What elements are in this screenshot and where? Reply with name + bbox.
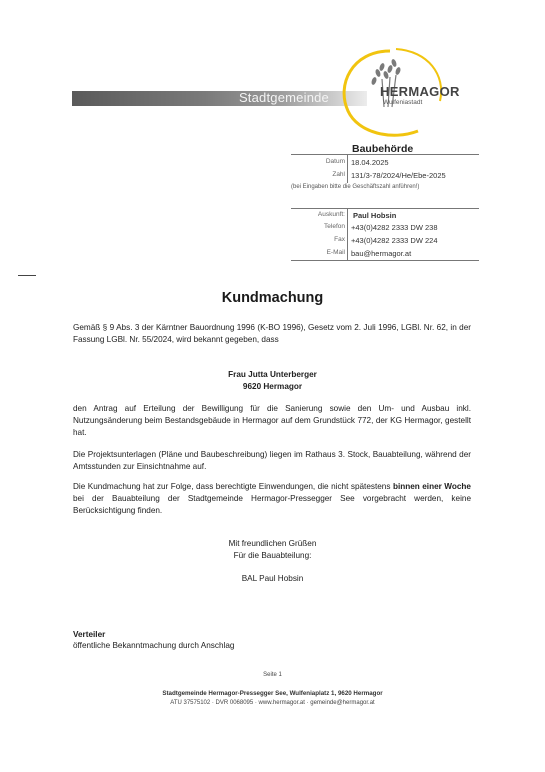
distribution-item: öffentliche Bekanntmachung durch Anschlag	[73, 641, 235, 650]
logo-wordmark: HERMAGOR	[380, 84, 460, 99]
closing-for: Für die Bauabteilung:	[233, 551, 312, 560]
intro-paragraph: Gemäß § 9 Abs. 3 der Kärntner Bauordnung 1996 (K-BO 1996), Gesetz vom 2. Juli 1996, LGBl. Nr. 62, in der Fassung LGBl. Nr. 55/2024, wird bekannt gegeben, dass	[73, 323, 471, 344]
closing-greeting: Mit freundlichen Grüßen	[228, 539, 317, 548]
fold-mark	[18, 275, 36, 276]
department-heading: Baubehörde	[352, 143, 414, 155]
meta-label-cell	[291, 223, 345, 234]
signer-name: BAL Paul Hobsin	[241, 574, 304, 583]
application-paragraph: den Antrag auf Erteilung der Bewilligung für die Sanierung sowie den Um- und Ausbau inkl. Nutzungsänderung beim Bestandsgebäude in Hermagor auf dem Grundstück 772, der KG Hermagor, gestellt hat.	[73, 404, 471, 437]
meta-label-cell	[291, 249, 345, 260]
objection-text-a: Die Kundmachung hat zur Folge, dass berechtigte Einwendungen, die nicht spätestens	[73, 482, 393, 491]
footer-contact: ATU 37575102 · DVR 0068095 · www.hermagor.at · gemeinde@hermagor.at	[170, 700, 375, 706]
meta-label-cell	[291, 236, 345, 247]
meta-label: Zahl	[332, 171, 345, 178]
deadline-emphasis: binnen einer Woche	[392, 482, 471, 491]
meta-divider	[291, 154, 479, 155]
page-number: Seite 1	[263, 672, 282, 678]
meta-divider	[291, 208, 479, 209]
objection-paragraph	[73, 481, 471, 517]
phone-value: +43(0)4282 2333 DW 238	[351, 223, 438, 232]
meta-label: Telefon	[324, 223, 345, 230]
meta-reference-value: 131/3-78/2024/He/Ebe-2025	[351, 171, 446, 180]
meta-divider	[291, 260, 479, 261]
meta-label: E-Mail	[326, 249, 345, 256]
meta-label: Datum	[325, 158, 345, 165]
contact-name-value: Paul Hobsin	[353, 211, 397, 220]
document-title: Kundmachung	[221, 290, 324, 306]
applicant-name: Frau Jutta Unterberger	[228, 370, 317, 379]
documents-paragraph: Die Projektsunterlagen (Pläne und Baubeschreibung) liegen im Rathaus 3. Stock, Bauabteilung, während der Amtsstunden zur Einsichtnahme auf.	[73, 450, 471, 471]
objection-text-b: bei der Bauabteilung der Stadtgemeinde Hermagor-Pressegger See vorgebracht werden, keine Berücksichtigung finden.	[73, 494, 471, 515]
header-band-text: Stadtgemeinde	[238, 90, 329, 105]
meta-label: Auskunft:	[317, 211, 345, 218]
meta-column-divider	[347, 154, 348, 183]
footer-address: Stadtgemeinde Hermagor-Pressegger See, Wulfeniaplatz 1, 9620 Hermagor	[162, 690, 383, 697]
email-link[interactable]: bau@hermagor.at	[351, 249, 412, 258]
meta-column-divider	[347, 208, 348, 260]
header-band	[72, 91, 367, 106]
meta-label-cell	[291, 211, 345, 222]
logo-subtitle: Wulfeniastadt	[383, 99, 423, 106]
fax-value: +43(0)4282 2333 DW 224	[351, 236, 438, 245]
meta-date-value: 18.04.2025	[351, 158, 389, 167]
meta-label: Fax	[334, 236, 345, 243]
applicant-place: 9620 Hermagor	[242, 382, 303, 391]
meta-note: (bei Eingaben bitte die Geschäftszahl anführen!)	[291, 184, 420, 190]
meta-label-cell	[291, 158, 345, 169]
meta-label-cell	[291, 171, 345, 182]
distribution-heading: Verteiler	[73, 630, 106, 639]
